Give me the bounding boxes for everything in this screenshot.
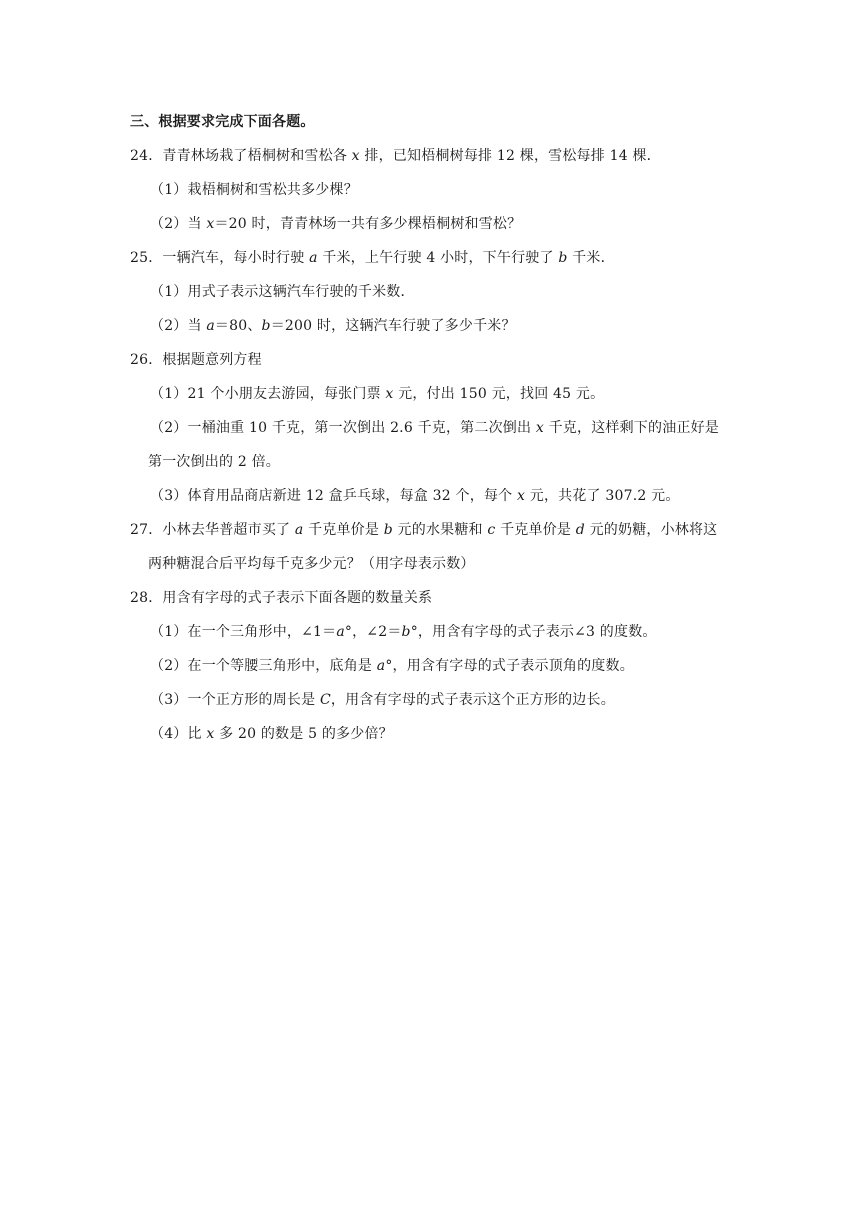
sub-text: （1）用式子表示这辆汽车行驶的千米数．: [150, 284, 415, 300]
sub-text: 千克，这样剩下的油正好是: [543, 420, 720, 436]
variable-b: b: [558, 250, 568, 266]
stem-text: 千米．: [567, 250, 615, 266]
sub-text: ，用含有字母的式子表示这个正方形的边长。: [330, 692, 615, 708]
question-28-sub-3: [150, 690, 615, 710]
question-26-sub-1: [150, 384, 604, 404]
question-number: 25．: [130, 250, 163, 266]
stem-text: 排，已知梧桐树每排 12 棵，雪松每排 14 棵．: [359, 148, 661, 164]
question-27-stem: [130, 520, 717, 540]
variable-a: a: [309, 250, 318, 266]
variable-b: b: [261, 318, 271, 334]
question-28-sub-2: [150, 656, 634, 676]
question-number: 27．: [130, 522, 163, 538]
sub-text: °，用含有字母的式子表示∠3 的度数。: [410, 624, 657, 640]
sub-text: （1）栽梧桐树和雪松共多少棵？: [150, 182, 358, 198]
variable-c: c: [487, 522, 496, 538]
stem-text: 青青林场栽了梧桐树和雪松各: [162, 148, 352, 164]
sub-text: （3）体育用品商店新进 12 盒乒乓球，每盒 32 个，每个: [150, 488, 517, 504]
variable-a: a: [336, 624, 345, 640]
question-26-sub-2-continuation: [148, 452, 280, 472]
variable-b: b: [401, 624, 411, 640]
question-number: 28．: [130, 590, 163, 606]
question-number: 24．: [130, 148, 163, 164]
variable-b: b: [383, 522, 393, 538]
variable-x: x: [517, 488, 526, 504]
stem-text: 千克单价是: [303, 522, 384, 538]
question-27-continuation: [148, 554, 475, 574]
stem-text: 根据题意列方程: [162, 352, 262, 368]
variable-a: a: [294, 522, 304, 538]
sub-text: 第一次倒出的 2 倍。: [148, 454, 281, 470]
stem-text: 元的奶糖，小林将这: [584, 522, 718, 538]
stem-text: 千克单价是: [495, 522, 576, 538]
sub-text: °，用含有字母的式子表示顶角的度数。: [385, 658, 634, 674]
question-26-sub-3: [150, 486, 680, 506]
sub-text: 多 20 的数是 5 的多少倍？: [214, 726, 393, 742]
stem-text: 一辆汽车，每小时行驶: [162, 250, 310, 266]
question-25-stem: [130, 248, 615, 268]
sub-text: （1）在一个三角形中，∠1＝: [150, 624, 337, 640]
variable-x: x: [206, 726, 215, 742]
question-24-sub-1: [150, 180, 358, 200]
sub-text: ＝20 时，青青林场一共有多少棵梧桐树和雪松？: [214, 216, 522, 232]
sub-text: （2）当: [150, 318, 207, 334]
question-25-sub-1: [150, 282, 415, 302]
stem-text: 两种糖混合后平均每千克多少元？（用字母表示数）: [148, 556, 475, 572]
question-24-stem: [130, 146, 661, 166]
question-25-sub-2: [150, 316, 516, 336]
question-28-sub-1: [150, 622, 657, 642]
question-26-stem: [130, 350, 262, 370]
section-heading: 三、根据要求完成下面各题。: [130, 114, 315, 130]
stem-text: 千米，上午行驶 4 小时，下午行驶了: [317, 250, 559, 266]
sub-text: 元，付出 150 元，找回 45 元。: [393, 386, 605, 402]
sub-text: （2）当: [150, 216, 207, 232]
variable-a: a: [206, 318, 215, 334]
question-28-sub-4: [150, 724, 393, 744]
sub-text: （4）比: [150, 726, 207, 742]
sub-text: ＝80、: [214, 318, 262, 334]
sub-text: 元，共花了 307.2 元。: [525, 488, 680, 504]
stem-text: 元的水果糖和: [392, 522, 488, 538]
question-number: 26．: [130, 352, 163, 368]
sub-text: （3）一个正方形的周长是: [150, 692, 320, 708]
sub-text: °，∠2＝: [344, 624, 402, 640]
variable-x: x: [385, 386, 394, 402]
variable-d: d: [575, 522, 585, 538]
stem-text: 用含有字母的式子表示下面各题的数量关系: [162, 590, 433, 606]
stem-text: 小林去华普超市买了: [162, 522, 295, 538]
variable-a: a: [376, 658, 386, 674]
variable-x: x: [535, 420, 544, 436]
variable-x: x: [206, 216, 215, 232]
question-28-stem: [130, 588, 432, 608]
sub-text: （2）一桶油重 10 千克，第一次倒出 2.6 千克，第二次倒出: [150, 420, 536, 436]
variable-x: x: [351, 148, 360, 164]
sub-text: （2）在一个等腰三角形中，底角是: [150, 658, 377, 674]
sub-text: ＝200 时，这辆汽车行驶了多少千米？: [270, 318, 516, 334]
sub-text: （1）21 个小朋友去游园，每张门票: [150, 386, 386, 402]
variable-C: C: [319, 692, 331, 708]
question-26-sub-2: [150, 418, 719, 438]
question-24-sub-2: [150, 214, 521, 234]
